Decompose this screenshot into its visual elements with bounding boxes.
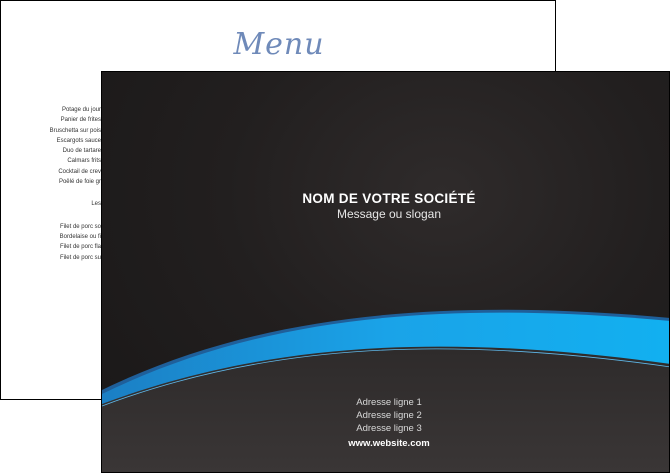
slogan: Message ou slogan <box>336 207 442 221</box>
address-line-3: Adresse ligne 3 <box>356 423 422 434</box>
menu-item: Poêlé de foie gr <box>58 179 101 186</box>
menu-item: Cocktail de crev <box>58 168 101 175</box>
website-url: www.website.com <box>348 438 430 449</box>
menu-item: Filet de porc so <box>59 223 101 230</box>
menu-item: Panier de frites <box>60 117 101 124</box>
flyer-front-page <box>101 71 670 473</box>
company-name: NOM DE VOTRE SOCIÉTÉ <box>302 191 476 206</box>
menu-list <box>1 105 101 263</box>
menu-item: Filet de porc fla <box>59 244 101 251</box>
menu-item: Bruschetta sur pois <box>49 127 101 134</box>
menu-item: Duo de tartare <box>62 148 101 155</box>
menu-section-heading: Les <box>91 201 101 208</box>
address-line-1: Adresse ligne 1 <box>356 397 422 408</box>
menu-title: Menu <box>233 27 325 62</box>
menu-item: Filet de porc su <box>59 254 101 261</box>
address-line-2: Adresse ligne 2 <box>356 410 422 421</box>
menu-item: Calmars frits <box>67 158 101 165</box>
menu-item: Bordelaise ou fi <box>59 233 101 240</box>
menu-item: Potage du jour <box>61 107 101 113</box>
menu-item: Escargots sauce <box>56 137 101 144</box>
